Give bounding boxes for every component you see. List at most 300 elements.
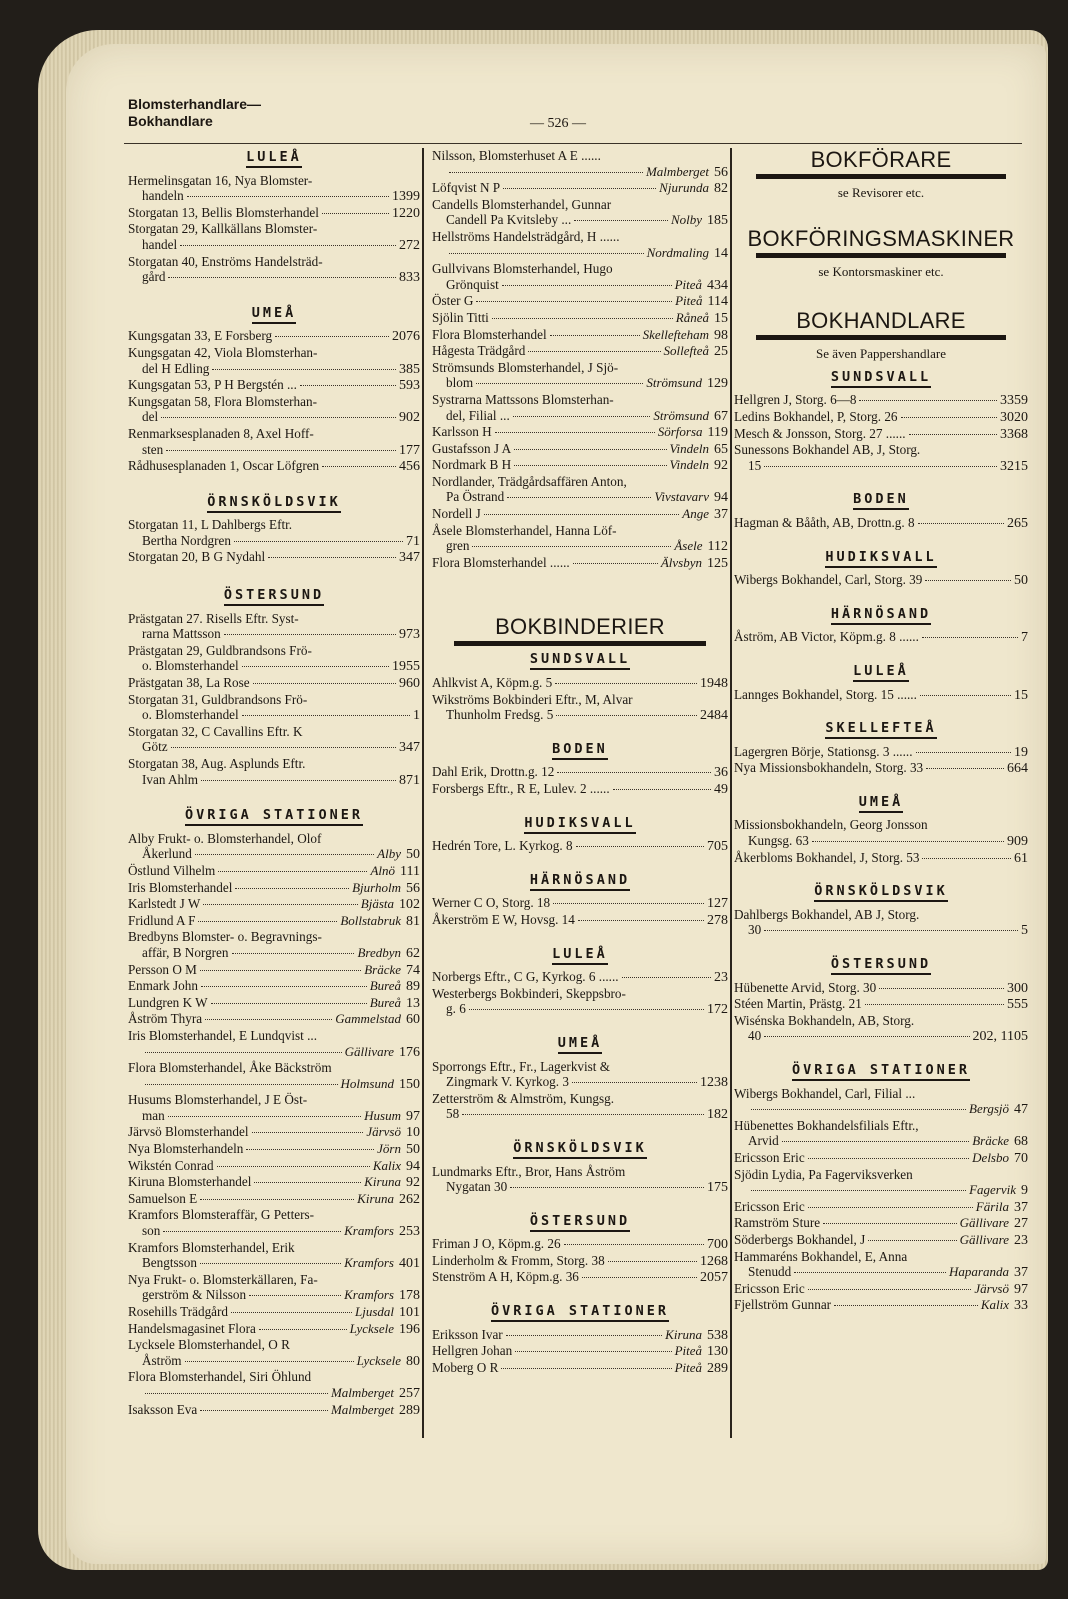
listing-entry <box>128 675 420 692</box>
listing-row <box>432 408 728 425</box>
listing-value <box>972 1133 1028 1150</box>
leader-dots <box>608 1261 697 1262</box>
listing-name-cont: gård <box>142 269 166 285</box>
listing-entry <box>734 572 1028 589</box>
listing-value <box>399 378 420 394</box>
listing-value <box>377 1141 420 1158</box>
listing-entry <box>432 523 728 555</box>
phone-number: 401 <box>399 1256 420 1272</box>
listing-name: Wibergs Bokhandel, Carl, Filial ... <box>734 1085 916 1101</box>
listing-entry <box>128 377 420 394</box>
listing-value <box>399 443 420 459</box>
heading-bar <box>756 253 1006 258</box>
leader-dots <box>180 245 396 246</box>
listing-value <box>700 1270 728 1286</box>
place-name: Bureå <box>369 978 401 994</box>
listing-entry <box>432 474 728 506</box>
listing-name-cont: gerström & Nilsson <box>142 1287 247 1303</box>
listing-row <box>432 164 728 181</box>
listing-row <box>128 205 420 222</box>
listing-entry <box>734 907 1028 939</box>
leader-dots <box>195 854 374 855</box>
listing-row <box>432 707 728 724</box>
listing-value <box>974 1281 1028 1298</box>
listing-name-cont: g. 6 <box>446 1001 466 1017</box>
listing-name: Moberg O R <box>432 1359 499 1375</box>
place-name: Nordmaling <box>646 244 709 260</box>
leader-dots <box>916 752 1012 753</box>
listing-entry <box>734 409 1028 426</box>
listing-entry <box>128 1028 420 1060</box>
listing-name-cont: Stenudd <box>748 1264 792 1280</box>
listing-value <box>350 1321 420 1338</box>
listing-value <box>664 343 729 360</box>
listing-value <box>344 1287 420 1304</box>
section-heading: BODEN <box>734 492 1028 508</box>
leader-dots <box>253 683 396 684</box>
leader-dots <box>920 695 1011 696</box>
section-heading: ÖRNSKÖLDSVIK <box>432 1141 728 1157</box>
listing-row <box>128 1141 420 1158</box>
column-2 <box>432 148 728 1376</box>
phone-number: 102 <box>399 897 420 913</box>
place-name: Delsbo <box>972 1149 1009 1165</box>
section-heading: ÖRNSKÖLDSVIK <box>734 884 1028 900</box>
entry-list <box>432 1327 728 1377</box>
phone-number: 664 <box>1007 761 1028 777</box>
listing-entry <box>128 394 420 426</box>
section-heading: UMEÅ <box>432 1036 728 1052</box>
phone-number: 23 <box>714 970 728 986</box>
section-heading: ÖRNSKÖLDSVIK <box>128 495 420 511</box>
place-name: Kramfors <box>344 1255 394 1271</box>
listing-value <box>357 945 420 962</box>
listing-row <box>432 895 728 912</box>
phone-number: 1220 <box>392 205 420 221</box>
phone-number: 347 <box>399 550 420 566</box>
phone-number: 960 <box>399 676 420 692</box>
phone-number: 101 <box>399 1305 420 1320</box>
listing-value <box>647 245 728 262</box>
listing-entry <box>432 675 728 692</box>
listing-entry <box>432 692 728 724</box>
listing-entry <box>734 687 1028 704</box>
listing-name: Prästgatan 38, La Rose <box>128 675 250 691</box>
listing-entry <box>432 343 728 360</box>
place-name: Färila <box>975 1198 1009 1214</box>
place-name: Jörn <box>377 1141 401 1157</box>
listing-value <box>1007 516 1028 532</box>
listing-name: Söderbergs Bokhandel, J <box>734 1231 866 1247</box>
leader-dots <box>449 253 644 254</box>
listing-row <box>432 293 728 310</box>
phone-number: 89 <box>406 979 420 995</box>
listing-name-cont: Bengtsson <box>142 1255 197 1271</box>
leader-dots <box>622 977 711 978</box>
listing-entry <box>734 1297 1028 1314</box>
listing-value <box>361 896 420 913</box>
leader-dots <box>200 1199 354 1200</box>
phone-number: 71 <box>406 533 420 549</box>
listing-entry <box>734 426 1028 443</box>
listing-name: Nilsson, Blomsterhuset A E ...... <box>432 148 601 163</box>
listing-row <box>432 441 728 458</box>
place-name: Älvsbyn <box>660 554 702 570</box>
leader-dots <box>506 1335 662 1336</box>
listing-entry <box>432 261 728 293</box>
listing-entry <box>128 1369 420 1401</box>
phone-number: 37 <box>1014 1199 1028 1215</box>
phone-number: 2484 <box>700 708 728 724</box>
listing-name: Åström, AB Victor, Köpm.g. 8 ...... <box>734 629 919 645</box>
listing-value <box>331 1402 420 1419</box>
listing-row <box>432 1236 728 1253</box>
listing-name: Kramfors Blomsteraffär, G Petters- <box>128 1207 314 1223</box>
listing-name: Ledins Bokhandel, P, Storg. 26 <box>734 408 898 424</box>
phone-number: 19 <box>1014 744 1028 760</box>
leader-dots <box>865 1004 1004 1005</box>
entry-list <box>128 173 420 286</box>
listing-entry <box>734 760 1028 777</box>
leader-dots <box>476 301 672 302</box>
phone-number: 60 <box>406 1012 420 1028</box>
leader-dots <box>572 1082 697 1083</box>
listing-row <box>128 1044 420 1061</box>
listing-entry <box>128 1337 420 1369</box>
listing-value <box>674 538 728 555</box>
listing-value <box>969 1101 1028 1118</box>
leader-dots <box>198 921 337 922</box>
entry-list <box>432 1164 728 1196</box>
listing-value <box>331 1385 420 1402</box>
header-line-2: Bokhandlare <box>128 113 213 129</box>
listing-name: Ahlkvist A, Köpm.g. 5 <box>432 675 553 691</box>
listing-value <box>399 740 420 756</box>
phone-number: 61 <box>1014 850 1028 866</box>
listing-value <box>357 1353 420 1370</box>
listing-row <box>128 863 420 880</box>
listing-name: Lycksele Blomsterhandel, O R <box>128 1337 290 1353</box>
phone-number: 172 <box>707 1002 728 1018</box>
place-name: Piteå <box>675 293 703 309</box>
leader-dots <box>200 1263 341 1264</box>
listing-entry <box>432 392 728 424</box>
category-heading-bokforingsmaskiner: BOKFÖRINGSMASKINER <box>747 225 1015 251</box>
phone-number: 81 <box>406 913 420 929</box>
leader-dots <box>462 1114 704 1115</box>
listing-row <box>734 572 1028 589</box>
phone-number: 97 <box>406 1108 420 1124</box>
place-name: Råneå <box>675 309 709 325</box>
listing-name-cont: Kungsg. 63 <box>748 833 809 849</box>
listing-row <box>128 1011 420 1028</box>
place-name: Kiruna <box>357 1190 394 1206</box>
listing-row <box>432 1253 728 1270</box>
listing-value <box>377 846 420 863</box>
leader-dots <box>751 1109 966 1110</box>
listing-name: Sjödin Lydia, Pa Fagerviksverken <box>734 1166 913 1182</box>
leader-dots <box>171 747 396 748</box>
listing-name: Isaksson Eva <box>128 1401 198 1417</box>
listing-row <box>432 343 728 360</box>
listing-name: Rosehills Trädgård <box>128 1304 229 1319</box>
listing-name: Sjölin Titti <box>432 309 489 325</box>
listing-entry <box>128 426 420 458</box>
leader-dots <box>161 417 396 418</box>
listing-entry <box>128 1011 420 1028</box>
listing-row <box>128 772 420 789</box>
entry-list <box>734 744 1028 777</box>
listing-name: Zetterström & Almström, Kungsg. <box>432 1090 615 1106</box>
listing-row <box>128 1255 420 1272</box>
listing-name-cont: 30 <box>748 922 762 938</box>
place-name: Malmberget <box>645 163 709 179</box>
listing-name-cont: Arvid <box>748 1133 779 1149</box>
listing-entry <box>432 229 728 261</box>
listing-name: Järvsö Blomsterhandel <box>128 1124 249 1140</box>
place-name: Sollefteå <box>663 343 709 359</box>
listing-name: Öster G <box>432 293 474 309</box>
leader-dots <box>231 1312 352 1313</box>
phone-number: 278 <box>707 912 728 928</box>
leader-dots <box>484 514 680 515</box>
listing-row <box>734 760 1028 777</box>
phone-number: 178 <box>399 1288 420 1304</box>
place-name: Fagervik <box>969 1182 1016 1198</box>
listing-name: Nya Frukt- o. Blomsterkällaren, Fa- <box>128 1271 318 1287</box>
leader-dots <box>901 417 997 418</box>
phone-number: 50 <box>406 847 420 863</box>
listing-name: Storgatan 40, Enströms Handelsträd- <box>128 253 323 269</box>
place-name: Kramfors <box>344 1223 394 1239</box>
listing-value <box>370 863 420 880</box>
entry-list <box>734 1086 1028 1314</box>
phone-number: 127 <box>707 896 728 912</box>
listing-entry <box>128 1092 420 1124</box>
phone-number: 92 <box>714 458 728 474</box>
listing-name-cont: Thunholm Fredsg. 5 <box>446 707 554 723</box>
listing-row <box>128 707 420 724</box>
listing-value <box>707 913 728 929</box>
listing-row <box>432 781 728 798</box>
listing-value <box>352 880 420 897</box>
listing-name: Hagman & Bååth, AB, Drottn.g. 8 <box>734 514 915 530</box>
listing-name: Dahl Erik, Drottn.g. 12 <box>432 764 555 780</box>
listing-name: Eriksson Ivar <box>432 1326 503 1342</box>
leader-dots <box>322 466 396 467</box>
listing-row <box>128 913 420 930</box>
leader-dots <box>764 466 997 467</box>
listing-entry <box>432 1360 728 1377</box>
listing-value <box>392 659 420 675</box>
phone-number: 456 <box>399 459 420 475</box>
leader-dots <box>476 383 643 384</box>
entry-list <box>432 969 728 1018</box>
listing-row <box>432 764 728 781</box>
listing-entry <box>432 764 728 781</box>
listing-entry <box>128 913 420 930</box>
listing-entry <box>432 986 728 1018</box>
place-name: Åsele <box>674 538 703 554</box>
listing-row <box>734 1215 1028 1232</box>
phone-number: 434 <box>707 277 728 293</box>
heading-bar <box>756 174 1006 179</box>
listing-name: Forsbergs Eftr., R E, Lulev. 2 ...... <box>432 781 610 796</box>
entry-list <box>128 328 420 474</box>
listing-name: Storgatan 11, L Dahlbergs Eftr. <box>128 517 293 533</box>
listing-entry <box>432 197 728 229</box>
listing-entry <box>128 962 420 979</box>
leader-dots <box>201 986 367 987</box>
listing-name: Wisénska Bokhandeln, AB, Storg. <box>734 1012 915 1028</box>
listing-row <box>734 1028 1028 1045</box>
listing-row <box>128 675 420 692</box>
listing-value <box>399 550 420 566</box>
listing-entry <box>128 995 420 1012</box>
place-name: Lycksele <box>349 1320 394 1336</box>
listing-entry <box>128 254 420 286</box>
phone-number: 9 <box>1021 1183 1028 1199</box>
leader-dots <box>217 1166 370 1167</box>
phone-number: 15 <box>1014 687 1028 703</box>
page-number: — 526 — <box>530 116 586 131</box>
listing-name: Mesch & Jonsson, Storg. 27 ...... <box>734 425 906 441</box>
listing-name: Systrarna Mattssons Blomsterhan- <box>432 391 614 407</box>
listing-name-cont: Nygatan 30 <box>446 1179 508 1195</box>
listing-row <box>128 896 420 913</box>
listing-value <box>1000 393 1028 409</box>
listing-value <box>399 270 420 286</box>
listing-name: Prästgatan 27. Risells Eftr. Syst- <box>128 610 299 626</box>
phone-number: 833 <box>399 270 420 286</box>
place-name: Haparanda <box>949 1264 1009 1280</box>
section-heading: ÖSTERSUND <box>128 588 420 604</box>
listing-row <box>128 409 420 426</box>
listing-row <box>128 1174 420 1191</box>
listing-value <box>659 180 728 197</box>
listing-value <box>399 459 420 475</box>
listing-name-cont: handeln <box>142 188 184 204</box>
phone-number: 67 <box>714 408 728 424</box>
category-heading-bokbinderier: BOKBINDERIER <box>495 614 665 640</box>
listing-name: Hermelinsgatan 16, Nya Blomster- <box>128 172 313 188</box>
listing-row <box>128 626 420 643</box>
place-name: Järvsö <box>974 1280 1009 1296</box>
listing-row <box>734 833 1028 850</box>
listing-name: Fridlund A F <box>128 912 196 928</box>
listing-row <box>128 1158 420 1175</box>
listing-value <box>399 627 420 643</box>
place-name: Bredbyn <box>357 944 401 960</box>
leader-dots <box>163 1231 341 1232</box>
leader-dots <box>252 1132 364 1133</box>
top-rule <box>124 143 1022 144</box>
phone-number: 182 <box>707 1107 728 1123</box>
listing-row <box>734 1297 1028 1314</box>
listing-value <box>643 327 728 344</box>
listing-name: Hellgren Johan <box>432 1343 513 1359</box>
listing-row <box>734 687 1028 704</box>
listing-value <box>714 782 728 798</box>
place-name: Vindeln <box>669 440 709 456</box>
place-name: Piteå <box>674 276 702 292</box>
phone-number: 253 <box>399 1224 420 1240</box>
listing-value <box>646 164 728 181</box>
leader-dots <box>576 846 704 847</box>
listing-row <box>128 739 420 756</box>
listing-name: Sporrongs Eftr., Fr., Lagerkvist & <box>432 1058 611 1074</box>
listing-name-cont: Götz <box>142 739 168 755</box>
listing-name: Lundmarks Eftr., Bror, Hans Åström <box>432 1163 626 1179</box>
leader-dots <box>185 1361 354 1362</box>
listing-row <box>432 245 728 262</box>
listing-entry <box>128 756 420 788</box>
listing-name: Karlsson H <box>432 424 492 440</box>
leader-dots <box>501 1368 671 1369</box>
listing-name: Kungsgatan 33, E Forsberg <box>128 328 273 344</box>
listing-name: Kungsgatan 42, Viola Blomsterhan- <box>128 344 318 360</box>
listing-name: Stenström A H, Köpm.g. 36 <box>432 1269 579 1285</box>
leader-dots <box>168 277 396 278</box>
listing-entry <box>432 293 728 310</box>
running-header <box>128 96 261 130</box>
entry-list <box>128 517 420 566</box>
phone-number: 47 <box>1014 1102 1028 1118</box>
listing-entry <box>432 180 728 197</box>
listing-value <box>675 1360 728 1377</box>
leader-dots <box>168 1116 361 1117</box>
leader-dots <box>218 871 367 872</box>
listing-name: Iris Blomsterhandel, E Lundqvist ... <box>128 1027 317 1043</box>
listing-row <box>432 277 728 294</box>
listing-name: Hellströms Handelsträdgård, H ...... <box>432 228 620 244</box>
listing-name-cont: del <box>142 409 159 425</box>
listing-name: Handelsmagasinet Flora <box>128 1320 256 1336</box>
listing-name: Hammaréns Bokhandel, E, Anna <box>734 1248 908 1264</box>
listing-name-cont: Candell Pa Kvitsleby ... <box>446 212 572 228</box>
listing-value <box>364 962 420 979</box>
leader-dots <box>573 563 658 564</box>
listing-entry <box>128 328 420 345</box>
leader-dots <box>808 1158 969 1159</box>
listing-entry <box>432 424 728 441</box>
listing-name: Husums Blomsterhandel, J E Öst- <box>128 1092 308 1108</box>
phone-number: 3020 <box>1000 409 1028 425</box>
listing-value <box>1014 573 1028 589</box>
listing-value <box>700 1075 728 1091</box>
listing-name-cont: handel <box>142 236 178 252</box>
listing-value <box>661 555 728 572</box>
section-heading: ÖSTERSUND <box>432 1214 728 1230</box>
phone-number: 909 <box>1007 834 1028 850</box>
phone-number: 62 <box>406 945 420 961</box>
place-name: Lycksele <box>356 1352 401 1368</box>
listing-name: Nya Blomsterhandeln <box>128 1141 244 1157</box>
listing-row <box>128 978 420 995</box>
place-name: Kramfors <box>344 1287 394 1303</box>
place-name: Alnö <box>370 862 396 878</box>
listing-value <box>976 1199 1028 1216</box>
listing-entry <box>432 457 728 474</box>
listing-name: Hübenette Arvid, Storg. 30 <box>734 979 877 995</box>
listing-entry <box>734 1199 1028 1216</box>
listing-entry <box>128 880 420 897</box>
entry-list <box>734 817 1028 866</box>
listing-entry <box>432 1253 728 1270</box>
place-name: Bräcke <box>364 961 401 977</box>
listing-row <box>128 1385 420 1402</box>
phone-number: 1238 <box>700 1075 728 1091</box>
